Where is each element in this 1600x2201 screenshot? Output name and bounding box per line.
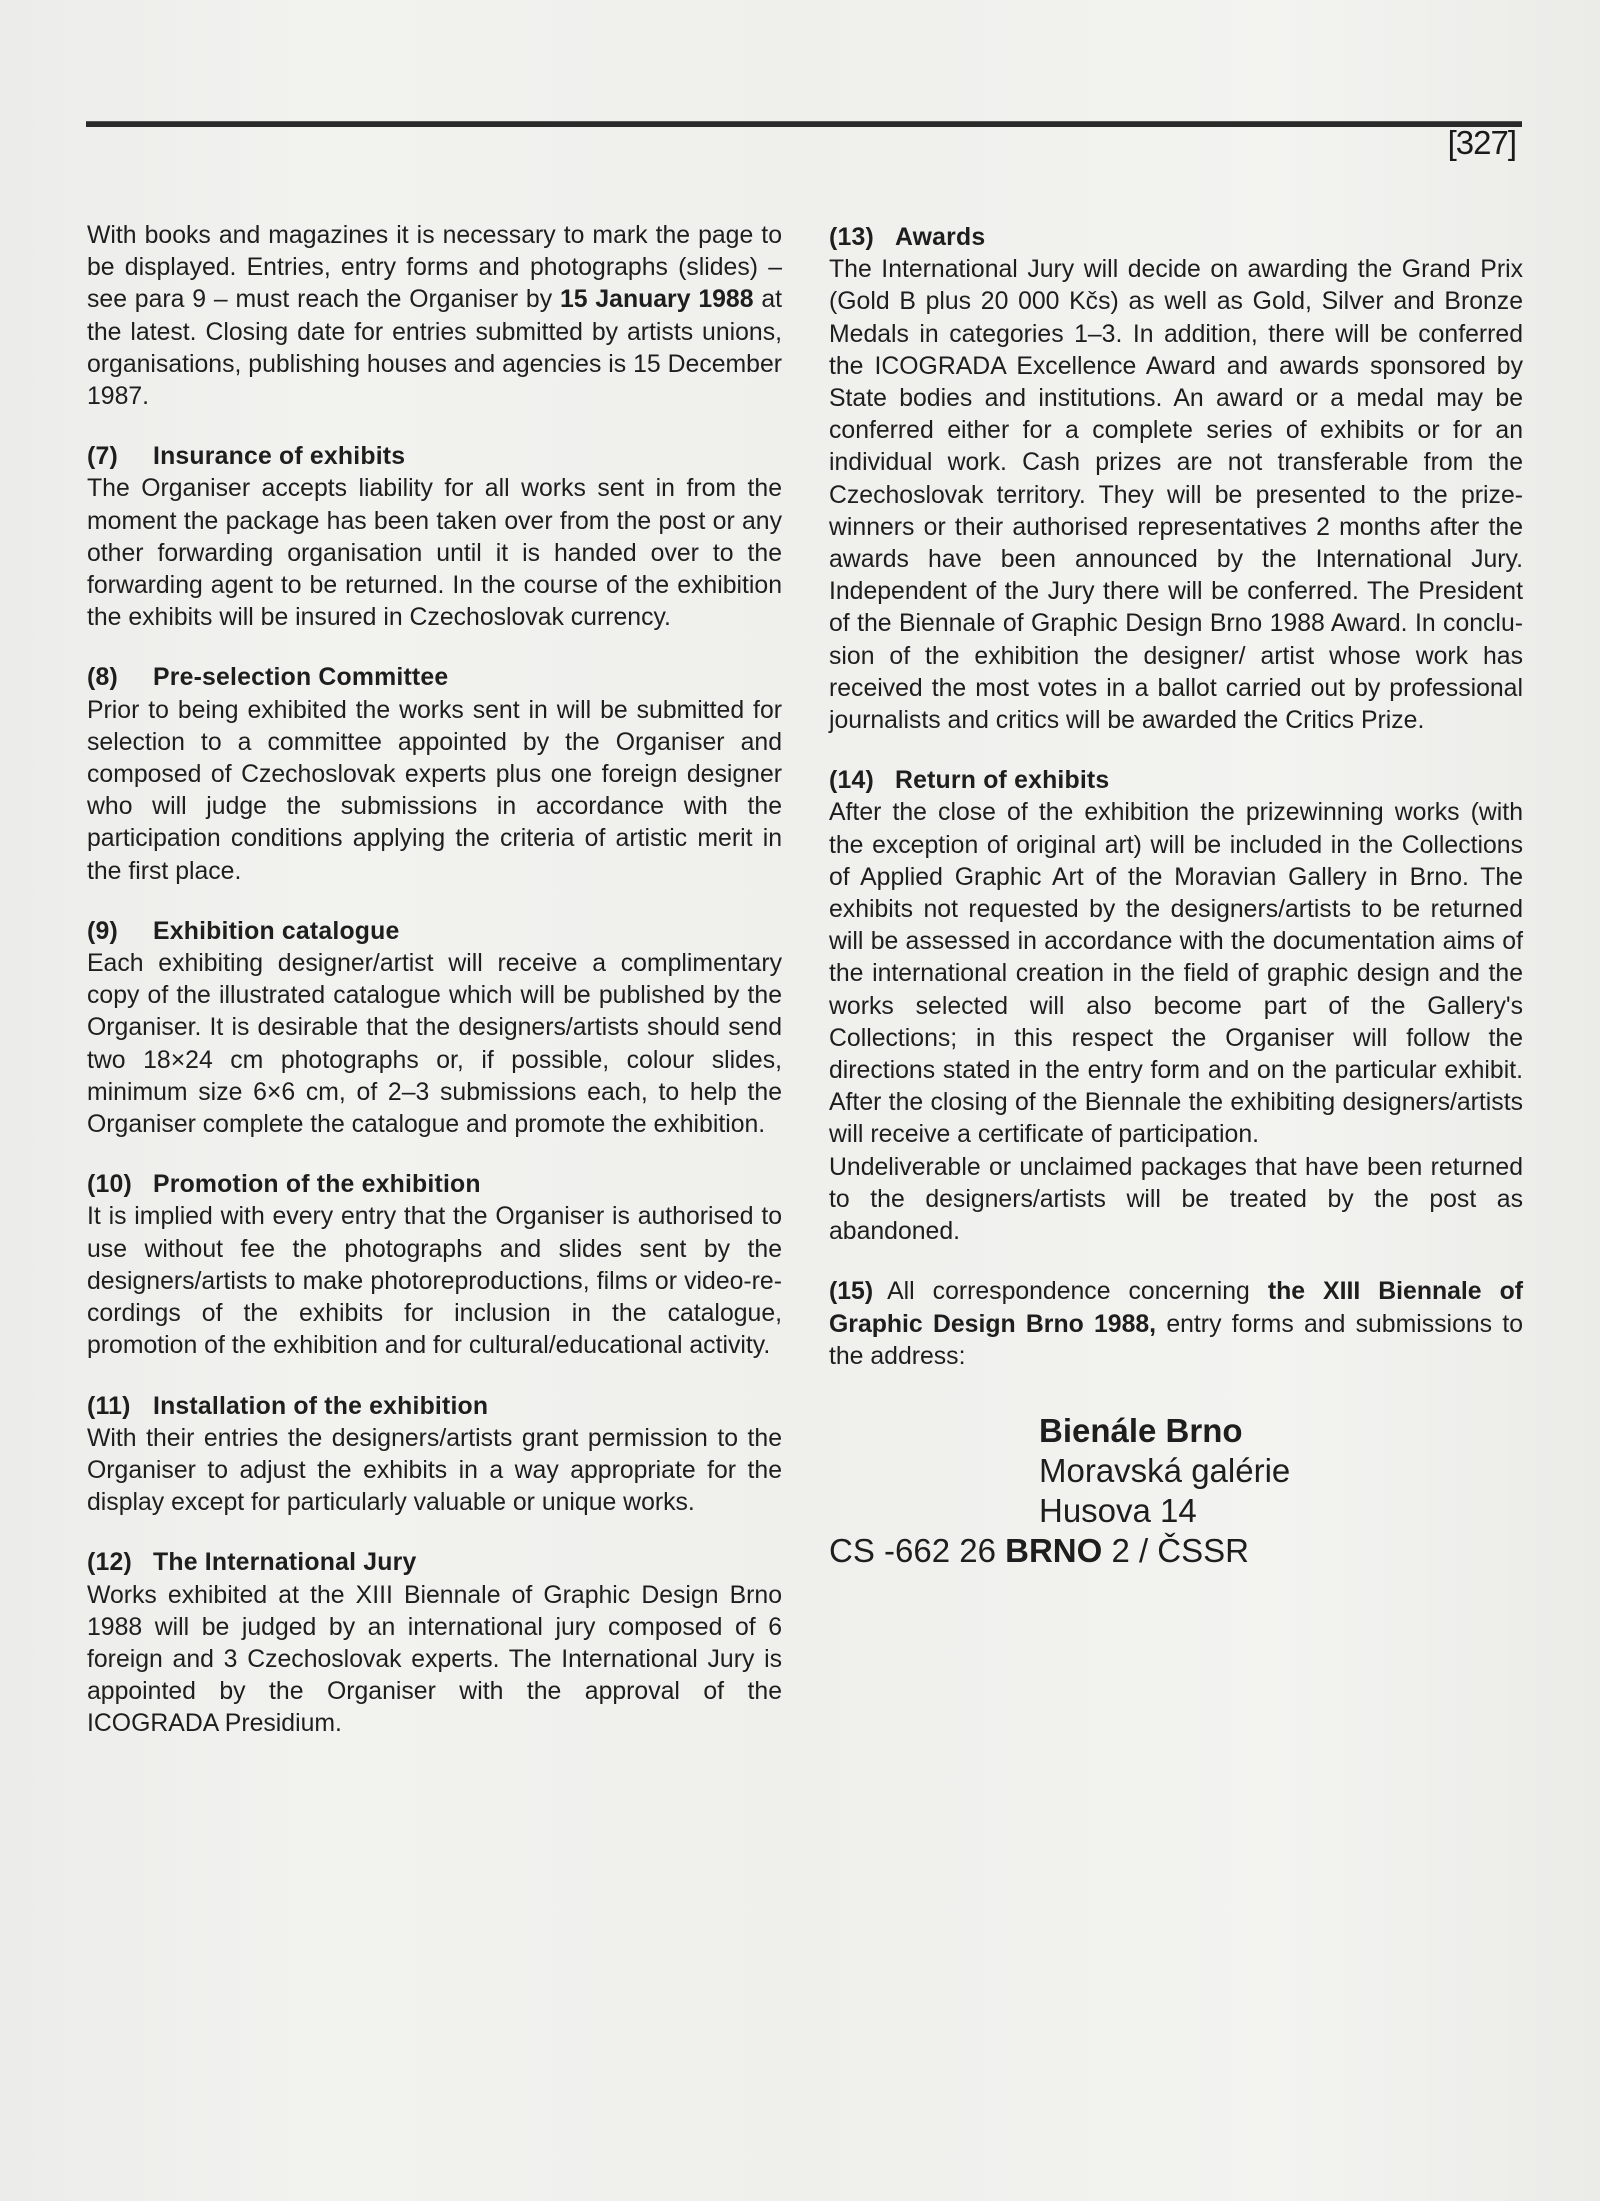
section-heading: (11) Installation of the exhibition bbox=[87, 1392, 489, 1420]
section-9 bbox=[87, 916, 782, 1141]
address-name: Bienále Brno bbox=[1039, 1411, 1243, 1449]
section-body: After the close of the exhibition the prizewinning works (with the exception of original art) will be included in the Collections of Applied Graphic Art of the Moravian Gallery in Brno. The exhibits not requested by the designers/artists to be returned will be assessed in accordance with the documentation aims of the international creation in the field of graphic design and the works selected will also become part of the Gallery's Collections; in this respect the Organiser will follow the directions stated in the entry form and on the particular exhibit. After the closing of the Biennale the exhibiting designers/artists will receive a certificate of participation. bbox=[829, 799, 1523, 1149]
biennale-name: the XIII Biennale of Graphic Design Brno 1988, bbox=[829, 1278, 1523, 1338]
section-12 bbox=[87, 1547, 782, 1740]
section-body: The Organiser accepts liability for all works sent in from the moment the package has been taken over from the post or any other forwarding organisation until it is handed over to the forwarding agent to be returned. In the course of the exhibition the exhibits will be insured in Czechoslovak currency. bbox=[87, 475, 782, 632]
section-8 bbox=[87, 662, 782, 887]
page-number: [327] bbox=[1447, 124, 1516, 161]
section-heading: (8) Pre-selection Committee bbox=[87, 664, 449, 692]
deadline-date: 15 January 1988 bbox=[559, 286, 754, 314]
correspondence-text: All correspondence concerning bbox=[887, 1278, 1268, 1306]
address-city: BRNO bbox=[1005, 1531, 1103, 1569]
section-body: It is implied with every entry that the Organiser is authorised to use without fee the photographs and slides sent by the designers/artists to make photoreproductions, films or video-recordings of the exhibits for inclusion in the catalogue, promotion of the exhibition and for cultural/educational activity. bbox=[87, 1203, 782, 1360]
section-body: Prior to being exhibited the works sent in will be submitted for selection to a committee appointed by the Organiser and composed of Czechoslovak experts plus one foreign designer who will judge the submissions in accordance with the participation conditions applying the criteria of artistic merit in the first place. bbox=[87, 696, 782, 885]
postal-code: CS -662 26 bbox=[829, 1531, 1006, 1569]
right-column bbox=[829, 222, 1523, 1571]
section-number: (15) bbox=[829, 1278, 874, 1306]
intro-text-cont: at the latest. Closing date for entries submitted by artists unions, organisations, publishing houses and agencies is 15 December 1987. bbox=[87, 286, 782, 411]
address-line-2: Husova 14 bbox=[1039, 1491, 1197, 1529]
section-heading: (10) Promotion of the exhibition bbox=[87, 1171, 481, 1199]
section-body: Works exhibited at the XIII Biennale of Graphic Design Brno 1988 will be judged by an international jury composed of 6 foreign and 3 Czechoslovak experts. The International Jury is appointed by the Organiser with the approval of the ICOGRADA Presidium. bbox=[87, 1581, 782, 1738]
section-body-2: Undeliverable or unclaimed packages that have been returned to the designers/artists will be treated by the post as abandoned. bbox=[829, 1153, 1523, 1246]
header-rule bbox=[86, 121, 1522, 127]
section-13 bbox=[829, 222, 1523, 737]
intro-paragraph bbox=[87, 220, 782, 413]
section-14 bbox=[829, 765, 1523, 1248]
section-body: Each exhibiting designer/artist will receive a complimentary copy of the illustrated catalogue which will be published by the Organiser. It is desirable that the designers/artists should send two 18×24 cm photographs or, if possible, colour slides, minimum size 6×6 cm, of 2–3 submissions each, to help the Organiser complete the catalogue and promote the exhibition. bbox=[87, 950, 782, 1139]
section-heading: (7) Insurance of exhibits bbox=[87, 443, 406, 471]
section-10 bbox=[87, 1169, 782, 1362]
section-body: With their entries the designers/artists grant permission to the Organiser to adjust the exhibits in a way appropriate for the display except for particularly valuable or unique works. bbox=[87, 1424, 782, 1517]
section-15 bbox=[829, 1276, 1523, 1373]
mailing-address bbox=[829, 1411, 1523, 1571]
section-body: The International Jury will decide on awarding the Grand Prix (Gold B plus 20 000 Kčs) as well as Gold, Silver and Bronze Medals in categories 1–3. In addition, there will be conferred the ICOGRADA Excellence Award and awards sponsored by State bodies and institutions. An award or a medal may be conferred either for a complete series of exhibits or for an individual work. Cash prizes are not transferable from the Czechoslovak territory. They will be presented to the prize-winners or their authorised representatives 2 months after the awards have been announced by the International Jury. Independent of the Jury there will be conferred. The President of the Biennale of Graphic Design Brno 1988 Award. In conclusion of the exhibition the designer/ artist whose work has received the most votes in a ballot carried out by professional journalists and critics will be awarded the Critics Prize. bbox=[829, 256, 1523, 735]
intro-text: With books and magazines it is necessary to mark the page to be displayed. Entries, entry forms and photographs (slides) – see para 9 – must reach the Organiser by bbox=[87, 222, 782, 314]
section-11 bbox=[87, 1391, 782, 1520]
section-heading: (14) Return of exhibits bbox=[829, 767, 1110, 795]
address-country: 2 / ČSSR bbox=[1102, 1531, 1249, 1569]
correspondence-text-cont: entry forms and submissions to the address: bbox=[829, 1310, 1523, 1370]
section-heading: (13) Awards bbox=[829, 224, 986, 251]
section-heading: (9) Exhibition catalogue bbox=[87, 917, 400, 945]
section-7 bbox=[87, 441, 782, 634]
address-postal-line bbox=[829, 1531, 1523, 1571]
left-column bbox=[87, 220, 782, 1741]
address-line-1: Moravská galérie bbox=[1039, 1451, 1291, 1489]
section-heading: (12) The International Jury bbox=[87, 1549, 417, 1577]
